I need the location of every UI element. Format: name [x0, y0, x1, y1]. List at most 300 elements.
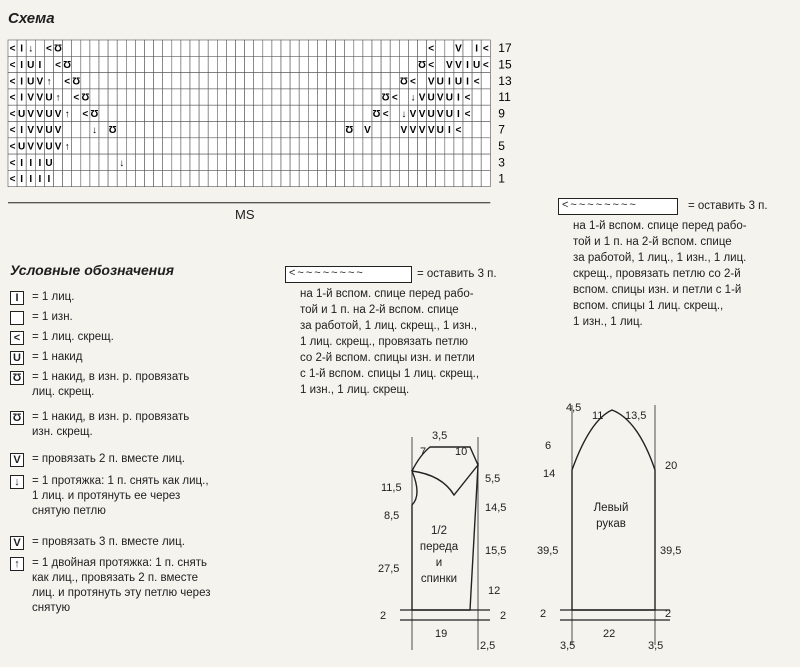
chart-cell — [199, 40, 208, 56]
chart-cell — [263, 154, 272, 170]
chart-cell — [117, 56, 126, 72]
chart-symbol: < — [73, 92, 80, 104]
chart-cell — [263, 56, 272, 72]
chart-cell — [418, 40, 427, 56]
chart-cell — [327, 170, 336, 186]
chart-symbol: < — [464, 108, 471, 120]
chart-cell — [363, 138, 372, 154]
chart-symbol: Ʊ — [54, 43, 63, 55]
chart-cell — [117, 138, 126, 154]
chart-cell — [163, 89, 172, 105]
chart-cell — [308, 73, 317, 89]
chart-symbol: < — [482, 43, 489, 55]
chart-cell — [163, 40, 172, 56]
chart-cell — [126, 105, 135, 121]
chart-cell — [63, 89, 72, 105]
chart-cell — [217, 105, 226, 121]
chart-cell — [299, 56, 308, 72]
chart-cell — [190, 89, 199, 105]
chart-cell — [226, 73, 235, 89]
chart-cell — [299, 73, 308, 89]
chart-cell — [226, 105, 235, 121]
chart-symbol: < — [64, 76, 71, 88]
chart-cell — [299, 89, 308, 105]
chart-symbol: < — [428, 60, 435, 72]
chart-cell — [290, 170, 299, 186]
sleeve-caption: Левый рукав — [593, 502, 629, 530]
legend-symbol — [10, 311, 24, 325]
chart-cell — [163, 56, 172, 72]
chart-cell — [236, 56, 245, 72]
chart-cell — [135, 56, 144, 72]
chart-cell — [245, 154, 254, 170]
chart-symbol: U — [18, 141, 26, 153]
chart-cell — [72, 154, 81, 170]
chart-cell — [345, 154, 354, 170]
chart-cell — [472, 89, 481, 105]
row-number: 1 — [498, 171, 505, 186]
chart-symbol: Ʊ — [418, 60, 427, 72]
chart-cell — [418, 138, 427, 154]
front-left-dim-4: 2 — [380, 610, 387, 622]
front-left-dim-3: 27,5 — [378, 563, 400, 575]
chart-cell — [463, 138, 472, 154]
chart-symbol: U — [45, 108, 53, 120]
chart-cell — [145, 122, 154, 138]
chart-cell — [99, 154, 108, 170]
chart-cell — [236, 154, 245, 170]
chart-cell — [99, 170, 108, 186]
chart-cell — [245, 170, 254, 186]
chart-cell — [236, 40, 245, 56]
chart-cell — [390, 154, 399, 170]
chart-cell — [172, 170, 181, 186]
chart-cell — [463, 154, 472, 170]
chart-cell — [399, 170, 408, 186]
legend-symbol: ↓ — [10, 475, 24, 489]
legend-text: = 1 накид, в изн. р. провязать изн. скрещ. — [32, 411, 190, 438]
chart-symbol: < — [9, 125, 16, 137]
chart-cell — [190, 56, 199, 72]
chart-cell — [317, 73, 326, 89]
ms-label: MS — [235, 207, 255, 222]
row-number: 11 — [498, 90, 511, 105]
chart-symbol: Ʊ — [81, 92, 90, 104]
chart-cell — [363, 170, 372, 186]
chart-cell — [281, 73, 290, 89]
chart-cell — [399, 154, 408, 170]
chart-symbol: < — [9, 60, 16, 72]
chart-cell — [117, 89, 126, 105]
chart-cell — [399, 56, 408, 72]
cable-note-1-lead: = оставить 3 п. — [417, 268, 497, 280]
chart-cell — [336, 56, 345, 72]
chart-symbol: V — [400, 125, 408, 137]
chart-cell — [163, 73, 172, 89]
chart-cell — [408, 170, 417, 186]
chart-symbol: ↑ — [46, 76, 52, 88]
chart-symbol: U — [45, 92, 53, 104]
row-number: 3 — [498, 155, 505, 170]
chart-symbol: I — [20, 125, 24, 137]
chart-cell — [381, 138, 390, 154]
chart-cell — [199, 89, 208, 105]
chart-symbol: Ʊ — [345, 125, 354, 137]
chart-cell — [345, 89, 354, 105]
chart-cell — [408, 138, 417, 154]
chart-cell — [190, 73, 199, 89]
sleeve-left-dim-4: 2 — [540, 608, 547, 620]
chart-cell — [72, 105, 81, 121]
chart-cell — [345, 40, 354, 56]
chart-cell — [135, 170, 144, 186]
chart-cell — [245, 122, 254, 138]
chart-cell — [272, 73, 281, 89]
chart-symbol: U — [436, 125, 444, 137]
chart-cell — [254, 122, 263, 138]
chart-cell — [299, 154, 308, 170]
chart-cell — [272, 154, 281, 170]
chart-cell — [390, 170, 399, 186]
front-top-dim-2: 10 — [455, 446, 468, 458]
chart-cell — [317, 138, 326, 154]
chart-cell — [454, 138, 463, 154]
chart-cell — [190, 40, 199, 56]
chart-cell — [254, 154, 263, 170]
chart-cell — [199, 170, 208, 186]
sleeve-top-dim-2: 13,5 — [625, 410, 647, 422]
chart-symbol: I — [20, 157, 24, 169]
chart-cell — [381, 56, 390, 72]
chart-cell — [199, 56, 208, 72]
sleeve-left-dim-1: 6 — [545, 440, 552, 452]
row-number: 9 — [498, 106, 505, 121]
chart-cell — [126, 56, 135, 72]
chart-cell — [108, 73, 117, 89]
chart-cell — [336, 105, 345, 121]
chart-symbol: U — [45, 141, 53, 153]
sleeve-left-dim-3: 39,5 — [537, 545, 559, 557]
chart-cell — [290, 138, 299, 154]
chart-symbol: < — [9, 92, 16, 104]
chart-cell — [154, 40, 163, 56]
chart-cell — [436, 154, 445, 170]
front-right-dim-5: 2 — [500, 610, 507, 622]
legend-symbol: Ʊ — [10, 371, 24, 385]
chart-symbol: < — [382, 108, 389, 120]
chart-cell — [172, 122, 181, 138]
chart-cell — [363, 154, 372, 170]
chart-cell — [308, 170, 317, 186]
chart-cell — [154, 170, 163, 186]
chart-symbol: Ʊ — [108, 125, 117, 137]
chart-cell — [181, 170, 190, 186]
cable-note-2-text: на 1-й вспом. спице перед рабо- той и 1 п. на 2-й вспом. спице за работой, 1 лиц., 1 изн., 1 лиц. скрещ., провязать петлю со 2-й вспом. спицы изн. и петли с 1-й вспом. спицы 1 лиц. скрещ., 1 изн., 1 лиц. — [573, 220, 747, 328]
chart-symbol: ↓ — [401, 108, 407, 120]
chart-symbol: I — [466, 76, 469, 88]
chart-symbol: < — [46, 43, 52, 55]
chart-cell — [72, 56, 81, 72]
chart-cell — [345, 73, 354, 89]
chart-symbol: V — [436, 92, 444, 104]
chart-cell — [481, 138, 490, 154]
chart-cell — [472, 138, 481, 154]
chart-cell — [354, 40, 363, 56]
chart-cell — [99, 40, 108, 56]
chart-cell — [299, 122, 308, 138]
chart-cell — [399, 89, 408, 105]
chart-cell — [481, 170, 490, 186]
sleeve-bottom-dim-1: 3,5 — [560, 640, 576, 652]
chart-cell — [145, 170, 154, 186]
row-number: 17 — [498, 41, 512, 56]
row-number: 5 — [498, 139, 505, 154]
chart-cell — [199, 73, 208, 89]
chart-cell — [272, 56, 281, 72]
chart-cell — [208, 154, 217, 170]
chart-symbol: ↑ — [55, 92, 61, 104]
chart-cell — [381, 73, 390, 89]
legend-text: = 1 накид, в изн. р. провязать лиц. скрещ. — [32, 371, 190, 398]
chart-cell — [472, 154, 481, 170]
chart-cell — [117, 170, 126, 186]
chart-cell — [81, 73, 90, 89]
chart-cell — [190, 105, 199, 121]
chart-cell — [217, 40, 226, 56]
chart-cell — [44, 56, 53, 72]
chart-cell — [254, 138, 263, 154]
chart-cell — [363, 105, 372, 121]
chart-cell — [245, 89, 254, 105]
chart-cell — [336, 154, 345, 170]
chart-symbol: I — [29, 174, 33, 186]
chart-symbol: < — [55, 60, 61, 72]
chart-cell — [299, 105, 308, 121]
chart-cell — [308, 105, 317, 121]
chart-cell — [117, 105, 126, 121]
chart-cell — [135, 89, 144, 105]
chart-cell — [363, 73, 372, 89]
chart-cell — [299, 170, 308, 186]
chart-cell — [181, 89, 190, 105]
chart-cell — [217, 138, 226, 154]
chart-cell — [199, 105, 208, 121]
chart-cell — [208, 56, 217, 72]
chart-cell — [327, 122, 336, 138]
chart-cell — [236, 89, 245, 105]
chart-symbol: V — [436, 108, 444, 120]
chart-cell — [317, 154, 326, 170]
chart-cell — [263, 89, 272, 105]
chart-symbol: I — [457, 92, 460, 104]
chart-cell — [408, 40, 417, 56]
chart-symbol: V — [54, 141, 62, 153]
chart-cell — [354, 154, 363, 170]
chart-cell — [90, 40, 99, 56]
chart-cell — [99, 89, 108, 105]
chart-cell — [354, 73, 363, 89]
chart-cell — [272, 89, 281, 105]
chart-symbol: Ʊ — [63, 60, 72, 72]
cable-note-2-lead: = оставить 3 п. — [688, 200, 768, 212]
chart-symbol: Ʊ — [372, 108, 381, 120]
chart-cell — [81, 170, 90, 186]
chart-cell — [408, 56, 417, 72]
chart-symbol: U — [45, 125, 53, 137]
chart-cell — [408, 154, 417, 170]
chart-cell — [472, 170, 481, 186]
chart-cell — [381, 40, 390, 56]
chart-cell — [263, 40, 272, 56]
legend-symbol: V — [10, 453, 24, 467]
chart-cell — [108, 154, 117, 170]
chart-cell — [226, 56, 235, 72]
chart-cell — [190, 170, 199, 186]
front-right-dim-2: 14,5 — [485, 502, 507, 514]
chart-cell — [126, 170, 135, 186]
sleeve-bottom-dim-3: 3,5 — [648, 640, 664, 652]
chart-cell — [436, 138, 445, 154]
chart-cell — [281, 170, 290, 186]
chart-cell — [208, 40, 217, 56]
chart-cell — [327, 73, 336, 89]
chart-cell — [363, 56, 372, 72]
chart-cell — [108, 170, 117, 186]
chart-cell — [90, 138, 99, 154]
chart-symbol: Ʊ — [399, 76, 408, 88]
chart-cell — [117, 73, 126, 89]
front-left-dim-2: 8,5 — [384, 510, 400, 522]
legend-text: = провязать 2 п. вместе лиц. — [32, 453, 185, 465]
chart-symbol: V — [409, 125, 417, 137]
chart-cell — [54, 154, 63, 170]
front-right-dim-4: 12 — [488, 585, 501, 597]
sleeve-right-dim-2: 39,5 — [660, 545, 682, 557]
chart-cell — [463, 122, 472, 138]
chart-cell — [372, 73, 381, 89]
chart-cell — [117, 122, 126, 138]
chart-symbol: < — [455, 125, 462, 137]
chart-cell — [181, 122, 190, 138]
chart-cell — [463, 40, 472, 56]
chart-cell — [454, 170, 463, 186]
chart-symbol: < — [9, 157, 16, 169]
chart-symbol: Ʊ — [90, 108, 99, 120]
chart-cell — [163, 138, 172, 154]
front-bottom-dim-1: 19 — [435, 628, 448, 640]
chart-cell — [281, 122, 290, 138]
chart-cell — [481, 73, 490, 89]
chart-cell — [254, 56, 263, 72]
chart-cell — [199, 122, 208, 138]
chart-symbol: I — [20, 76, 24, 88]
chart-symbol: < — [9, 43, 16, 55]
legend-text: = 1 лиц. скрещ. — [32, 331, 114, 343]
front-label-top: 3,5 — [432, 430, 448, 442]
chart-cell — [427, 170, 436, 186]
chart-cell — [226, 122, 235, 138]
chart-cell — [263, 138, 272, 154]
chart-cell — [145, 73, 154, 89]
chart-cell — [263, 170, 272, 186]
chart-symbol: ↑ — [64, 141, 70, 153]
chart-cell — [108, 56, 117, 72]
chart-symbol: < — [9, 108, 16, 120]
legend-symbol: Ʊ — [10, 411, 24, 425]
chart-cell — [126, 138, 135, 154]
chart-symbol: V — [27, 92, 35, 104]
legend-text: = 1 изн. — [32, 311, 73, 323]
chart-cell — [327, 40, 336, 56]
chart-cell — [145, 138, 154, 154]
chart-cell — [135, 122, 144, 138]
chart-symbol: I — [38, 174, 42, 186]
chart-cell — [290, 89, 299, 105]
chart-cell — [154, 105, 163, 121]
chart-cell — [372, 56, 381, 72]
chart-cell — [135, 105, 144, 121]
chart-cell — [418, 154, 427, 170]
chart-symbol: I — [447, 76, 451, 88]
chart-symbol: V — [36, 108, 44, 120]
chart-cell — [308, 89, 317, 105]
chart-cell — [390, 105, 399, 121]
chart-cell — [172, 105, 181, 121]
chart-cell — [145, 40, 154, 56]
chart-symbol: U — [18, 108, 26, 120]
legend-text: = 1 лиц. — [32, 291, 75, 303]
chart-cell — [454, 154, 463, 170]
chart-symbol: I — [20, 43, 24, 55]
legend-title: Условные обозначения — [10, 262, 175, 278]
chart-cell — [327, 56, 336, 72]
chart-cell — [372, 170, 381, 186]
chart-cell — [472, 122, 481, 138]
chart-symbol: < — [82, 108, 89, 120]
chart-cell — [436, 56, 445, 72]
legend-symbol: < — [10, 331, 24, 345]
chart-cell — [117, 40, 126, 56]
chart-cell — [336, 73, 345, 89]
chart-cell — [399, 40, 408, 56]
chart-symbol: U — [45, 157, 53, 169]
chart-symbol: V — [27, 108, 35, 120]
chart-symbol: I — [20, 60, 24, 72]
chart-cell — [145, 154, 154, 170]
chart-symbol: I — [38, 157, 42, 169]
chart-cell — [226, 89, 235, 105]
chart-cell — [290, 40, 299, 56]
chart-cell — [81, 40, 90, 56]
chart-symbol: V — [455, 43, 462, 55]
chart-cell — [236, 170, 245, 186]
chart-cell — [54, 170, 63, 186]
chart-cell — [154, 89, 163, 105]
chart-cell — [126, 40, 135, 56]
sleeve-top-dim-1: 11 — [592, 410, 604, 422]
chart-cell — [372, 40, 381, 56]
chart-cell — [226, 170, 235, 186]
chart-cell — [354, 56, 363, 72]
chart-cell — [99, 105, 108, 121]
chart-cell — [263, 105, 272, 121]
chart-symbol: V — [27, 125, 35, 137]
chart-cell — [281, 138, 290, 154]
chart-cell — [272, 138, 281, 154]
chart-cell — [126, 89, 135, 105]
chart-cell — [154, 138, 163, 154]
chart-symbol: V — [409, 108, 417, 120]
